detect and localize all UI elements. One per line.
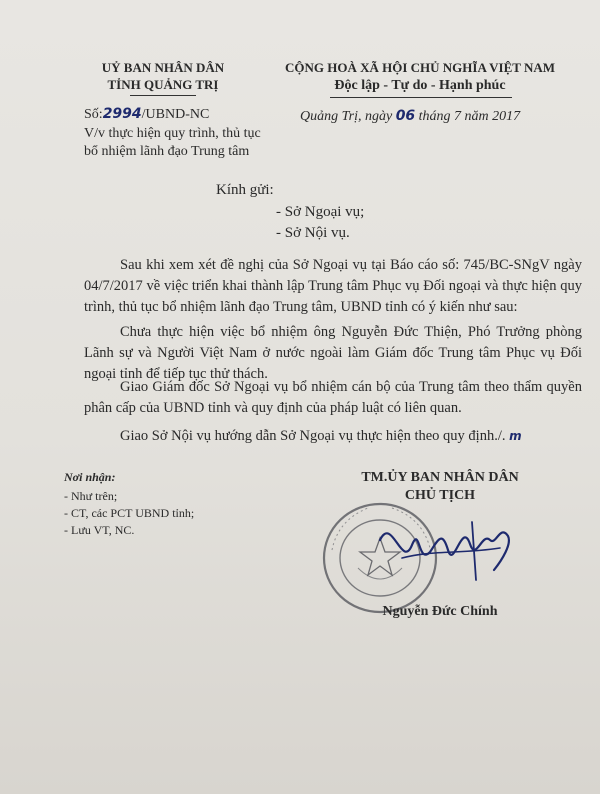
issuer-underline [130,95,196,96]
body-paragraph-4: Giao Sở Nội vụ hướng dẫn Sở Ngoại vụ thực hiện theo quy định./. m [120,428,522,444]
cc-heading: Nơi nhận: [64,470,116,484]
independence-motto: Độc lập - Tự do - Hạnh phúc [334,78,506,93]
motto-underline [330,97,512,98]
body-paragraph-3: Giao Giám đốc Sở Ngoại vụ bổ nhiệm cán bộ của Trung tâm theo thẩm quyền phân cấp của UBND tỉnh và quy định của pháp luật có liên quan. [84,379,582,416]
document-number: Số:2994/UBND-NC [84,106,210,122]
recipient-1: - Sở Ngoại vụ; [276,204,365,220]
body-paragraph-1: Sau khi xem xét đề nghị của Sở Ngoại vụ tại Báo cáo số: 745/BC-SNgV ngày 04/7/2017 về việc triển khai thành lập Trung tâm Phục vụ Đối ngoại và thực hiện quy trình, thủ tục bổ nhiệm lãnh đạo Trung tâm, UBND tỉnh có ý kiến như sau: [84,257,582,315]
recipient-2: - Sở Nội vụ. [276,225,350,241]
handwritten-signature [372,510,522,590]
subject: V/v thực hiện quy trình, thủ tục bổ nhiệm lãnh đạo Trung tâm [84,126,261,159]
handwritten-day: 06 [395,108,416,124]
handwritten-initial: m [509,429,522,443]
issuer-line1: UỶ BAN NHÂN DÂN [101,60,225,75]
cc-item-2: - CT, các PCT UBND tỉnh; [64,506,195,520]
signer-name: Nguyễn Đức Chính [382,604,498,619]
cc-item-3: - Lưu VT, NC. [64,523,135,537]
handwritten-number: 2994 [102,106,142,122]
body-paragraph-2: Chưa thực hiện việc bổ nhiệm ông Nguyễn Đức Thiện, Phó Trưởng phòng Lãnh sự và Người Việt Nam ở nước ngoài làm Giám đốc Trung tâm Phục vụ Đối ngoại tỉnh để tiếp tục thử thách. [84,324,582,382]
signer-title: CHỦ TỊCH [404,488,476,503]
recipients-heading: Kính gửi: [216,182,274,198]
place-date: Quảng Trị, ngày 06 tháng 7 năm 2017 [300,108,521,124]
signer-office: TM.ỦY BAN NHÂN DÂN [361,470,519,485]
national-motto: CỘNG HOÀ XÃ HỘI CHỦ NGHĨA VIỆT NAM [284,60,556,75]
cc-item-1: - Như trên; [64,489,118,503]
issuer-line2: TỈNH QUẢNG TRỊ [107,77,219,92]
